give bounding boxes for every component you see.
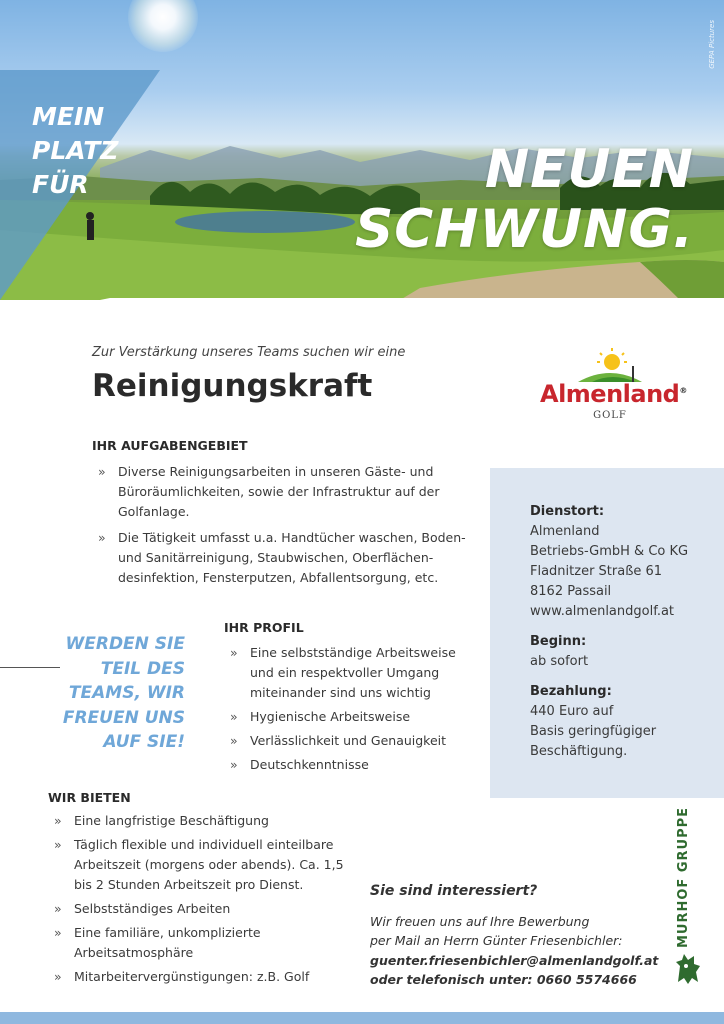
slogan-line: AUF SIE! bbox=[103, 732, 185, 752]
list-item bbox=[224, 643, 464, 703]
bezahlung-value: 440 Euro auf Basis geringfügiger Beschäftigung. bbox=[530, 704, 657, 759]
tagline-small-line: FÜR bbox=[32, 170, 89, 199]
contact-block bbox=[370, 882, 670, 990]
bullet-mark: » bbox=[54, 969, 62, 984]
profil-heading: IHR PROFIL bbox=[224, 620, 304, 635]
list-item-text: Selbstständiges Arbeiten bbox=[74, 901, 231, 916]
beginn-label: Beginn: bbox=[530, 634, 587, 649]
bullet-mark: » bbox=[98, 530, 106, 545]
contact-email: guenter.friesenbichler@almenlandgolf.at bbox=[370, 952, 659, 968]
list-item bbox=[92, 528, 470, 588]
contact-phone: oder telefonisch unter: 0660 5574666 bbox=[370, 972, 637, 987]
bullet-mark: » bbox=[54, 901, 62, 916]
slogan-line: TEIL DES bbox=[100, 658, 185, 679]
contact-line: Wir freuen uns auf Ihre Bewerbung bbox=[370, 913, 590, 929]
slogan bbox=[40, 632, 185, 755]
slogan-line: TEAMS, WIR bbox=[68, 683, 185, 703]
slogan-line: FREUEN UNS bbox=[62, 707, 185, 728]
list-item bbox=[48, 811, 348, 831]
list-item-text: Die Tätigkeit umfasst u.a. Handtücher waschen, Boden- und Sanitärreinigung, Staubwischen, Oberflächen-desinfektion, Fensterputzen, Abfallentsorgung, etc. bbox=[118, 530, 466, 585]
dienstort-value: Almenland Betriebs-GmbH & Co KG Fladnitzer Straße 61 8162 Passail www.almenlandgolf.at bbox=[530, 524, 689, 619]
list-item bbox=[224, 707, 464, 727]
list-item bbox=[48, 967, 348, 987]
list-item-text: Mitarbeitervergünstigungen: z.B. Golf bbox=[74, 969, 310, 984]
bieten-list bbox=[48, 811, 348, 991]
murhof-logo bbox=[668, 806, 704, 948]
list-item-text: Eine langfristige Beschäftigung bbox=[74, 813, 269, 828]
logo-name: Almenland bbox=[540, 380, 680, 408]
bullet-mark: » bbox=[54, 837, 62, 852]
tagline-small-line: PLATZ bbox=[32, 136, 119, 165]
slogan-line: WERDEN SIE bbox=[65, 634, 185, 654]
bullet-mark: » bbox=[98, 464, 106, 479]
bullet-mark: » bbox=[54, 813, 62, 828]
logo-wordmark bbox=[540, 380, 687, 408]
beginn-value: ab sofort bbox=[530, 654, 589, 669]
aufgaben-heading: IHR AUFGABENGEBIET bbox=[92, 438, 248, 453]
almenland-golf-logo bbox=[540, 348, 687, 428]
list-item-text: Eine selbstständige Arbeitsweise und ein respektvoller Umgang miteinander sind uns wichtig bbox=[250, 645, 456, 700]
aufgaben-list bbox=[92, 462, 470, 594]
list-item bbox=[48, 923, 348, 963]
bullet-mark: » bbox=[54, 925, 62, 940]
bezahlung-label: Bezahlung: bbox=[530, 684, 612, 699]
bullet-mark: » bbox=[230, 709, 238, 724]
bottom-bar bbox=[0, 1012, 724, 1024]
bullet-mark: » bbox=[230, 645, 238, 660]
contact-question: Sie sind interessiert? bbox=[370, 883, 538, 899]
list-item-text: Täglich flexible und individuell einteilbare Arbeitszeit (morgens oder abends). Ca. 1,5 bis 2 Stunden Arbeitszeit pro Dienst. bbox=[74, 837, 344, 892]
info-content bbox=[530, 502, 720, 762]
profil-list bbox=[224, 643, 464, 779]
list-item bbox=[48, 899, 348, 919]
bieten-heading: WIR BIETEN bbox=[48, 790, 131, 805]
list-item bbox=[48, 835, 348, 895]
tagline-small bbox=[32, 100, 118, 202]
list-item bbox=[92, 462, 470, 522]
info-box bbox=[490, 468, 724, 798]
list-item-text: Verlässlichkeit und Genauigkeit bbox=[250, 733, 447, 748]
list-item-text: Deutschkenntnisse bbox=[250, 757, 369, 772]
list-item bbox=[224, 731, 464, 751]
tagline-small-line: MEIN bbox=[32, 102, 105, 131]
list-item-text: Diverse Reinigungsarbeiten in unseren Gäste- und Büroräumlichkeiten, sowie der Infrastruktur auf der Golfanlage. bbox=[118, 464, 440, 519]
list-item-text: Eine familiäre, unkomplizierte Arbeitsatmosphäre bbox=[74, 925, 261, 960]
contact-line: per Mail an Herrn Günter Friesenbichler: bbox=[370, 933, 623, 948]
dienstort-label: Dienstort: bbox=[530, 504, 605, 519]
list-item-text: Hygienische Arbeitsweise bbox=[250, 709, 411, 724]
job-title: Reinigungskraft bbox=[92, 368, 373, 404]
logo-sub: GOLF bbox=[593, 410, 627, 421]
photo-credit: GEPA Pictures bbox=[708, 20, 716, 69]
logo-registered-mark: ® bbox=[679, 386, 687, 395]
tagline-big-line: SCHWUNG. bbox=[355, 199, 694, 260]
tagline-big bbox=[355, 140, 694, 260]
intro-text: Zur Verstärkung unseres Teams suchen wir eine bbox=[92, 345, 406, 360]
murhof-emblem-icon bbox=[672, 952, 704, 988]
tagline-big-line: NEUEN bbox=[484, 139, 694, 200]
bullet-mark: » bbox=[230, 733, 238, 748]
list-item bbox=[224, 755, 464, 775]
murhof-name: MURHOF GRUPPE bbox=[676, 806, 691, 948]
bullet-mark: » bbox=[230, 757, 238, 772]
hero-image bbox=[0, 0, 724, 300]
